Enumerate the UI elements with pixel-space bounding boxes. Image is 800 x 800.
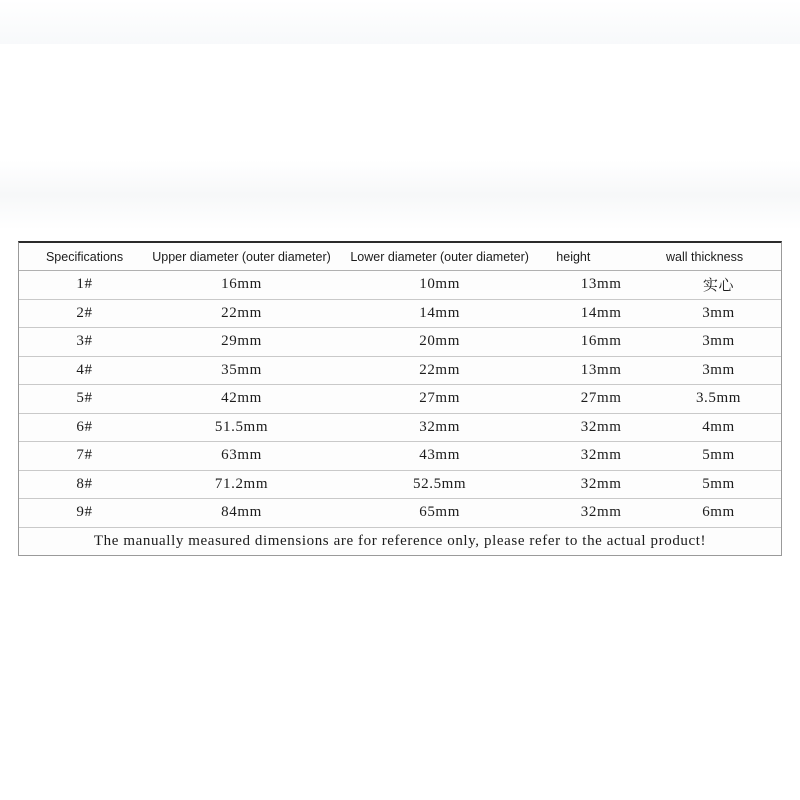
cell-specification: 2#: [19, 299, 150, 328]
cell-upper-diameter: 63mm: [150, 442, 333, 471]
cell-height: 32mm: [546, 442, 656, 471]
cell-upper-diameter: 71.2mm: [150, 470, 333, 499]
cell-height: 27mm: [546, 385, 656, 414]
cell-upper-diameter: 35mm: [150, 356, 333, 385]
cell-wall-thickness: 3mm: [656, 356, 781, 385]
table-row: [19, 271, 781, 300]
cell-specification: 9#: [19, 499, 150, 528]
table-row: [19, 328, 781, 357]
cell-lower-diameter: 14mm: [333, 299, 546, 328]
table-header-row: [19, 243, 781, 271]
cell-upper-diameter: 29mm: [150, 328, 333, 357]
cell-lower-diameter: 43mm: [333, 442, 546, 471]
cell-wall-thickness: 4mm: [656, 413, 781, 442]
cell-specification: 6#: [19, 413, 150, 442]
column-header-upper-diameter: Upper diameter (outer diameter): [150, 243, 333, 271]
table-row: [19, 299, 781, 328]
table-note-row: [19, 527, 781, 555]
cell-wall-thickness: 5mm: [656, 470, 781, 499]
cell-lower-diameter: 20mm: [333, 328, 546, 357]
table-row: [19, 470, 781, 499]
column-header-specifications: Specifications: [19, 243, 150, 271]
cell-lower-diameter: 65mm: [333, 499, 546, 528]
measurement-disclaimer-note: The manually measured dimensions are for reference only, please refer to the actual product!: [93, 532, 707, 549]
cell-upper-diameter: 84mm: [150, 499, 333, 528]
cell-height: 32mm: [546, 413, 656, 442]
cell-height: 32mm: [546, 470, 656, 499]
cell-height: 13mm: [546, 271, 656, 300]
specifications-table-container: [18, 241, 782, 556]
cell-height: 32mm: [546, 499, 656, 528]
column-header-height: height: [546, 243, 656, 271]
table-row: [19, 385, 781, 414]
table-header: [19, 243, 781, 271]
cell-lower-diameter: 32mm: [333, 413, 546, 442]
cell-wall-thickness: 5mm: [656, 442, 781, 471]
table-body: [19, 271, 781, 556]
table-row: [19, 442, 781, 471]
column-header-lower-diameter: Lower diameter (outer diameter): [333, 243, 546, 271]
cell-lower-diameter: 52.5mm: [333, 470, 546, 499]
cell-specification: 7#: [19, 442, 150, 471]
cell-specification: 8#: [19, 470, 150, 499]
cell-height: 14mm: [546, 299, 656, 328]
cell-height: 13mm: [546, 356, 656, 385]
cell-height: 16mm: [546, 328, 656, 357]
cell-lower-diameter: 27mm: [333, 385, 546, 414]
specifications-table: [19, 243, 781, 555]
cell-wall-thickness: 3mm: [656, 328, 781, 357]
cell-upper-diameter: 51.5mm: [150, 413, 333, 442]
background-sheen-middle: [0, 160, 800, 230]
cell-wall-thickness: 实心: [656, 271, 781, 300]
cell-specification: 3#: [19, 328, 150, 357]
cell-wall-thickness: 3mm: [656, 299, 781, 328]
cell-specification: 4#: [19, 356, 150, 385]
cell-specification: 1#: [19, 271, 150, 300]
cell-wall-thickness: 6mm: [656, 499, 781, 528]
cell-wall-thickness: 3.5mm: [656, 385, 781, 414]
column-header-wall-thickness: wall thickness: [656, 243, 781, 271]
cell-lower-diameter: 22mm: [333, 356, 546, 385]
cell-upper-diameter: 16mm: [150, 271, 333, 300]
table-row: [19, 499, 781, 528]
table-row: [19, 356, 781, 385]
table-row: [19, 413, 781, 442]
background-sheen-top: [0, 0, 800, 44]
cell-upper-diameter: 22mm: [150, 299, 333, 328]
cell-lower-diameter: 10mm: [333, 271, 546, 300]
cell-specification: 5#: [19, 385, 150, 414]
cell-upper-diameter: 42mm: [150, 385, 333, 414]
